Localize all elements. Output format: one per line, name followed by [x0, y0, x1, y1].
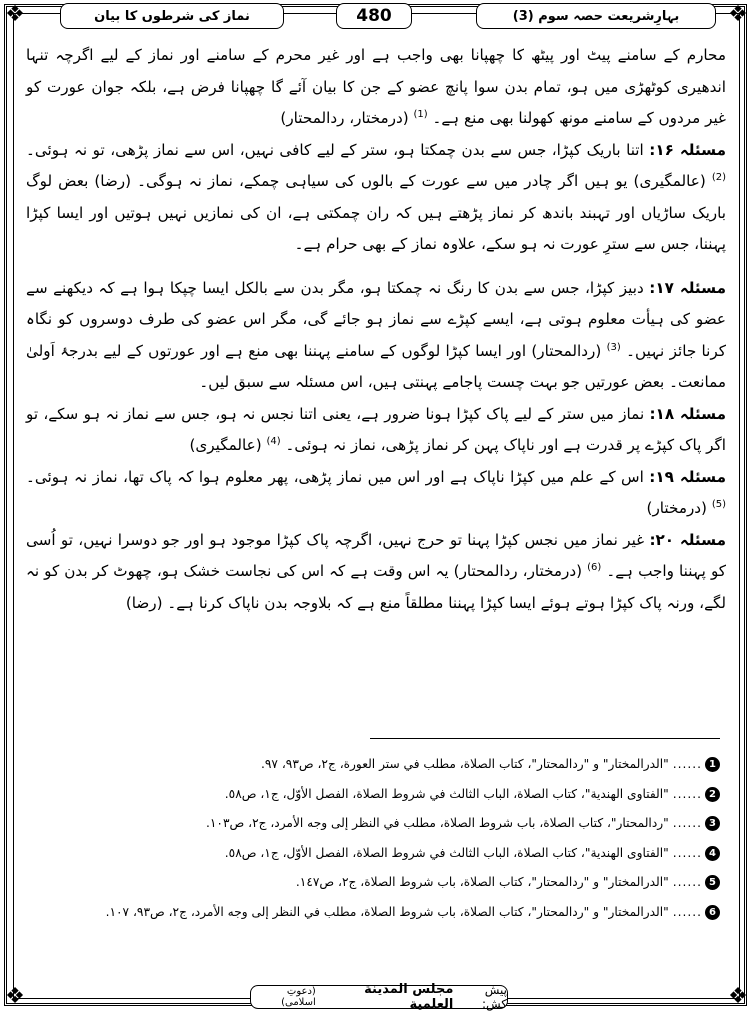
- footnote-number: 6: [705, 905, 720, 920]
- corner-ornament-icon: ❖: [5, 2, 25, 27]
- paragraph-text: محارم کے سامنے پیٹ اور پیٹھ کا چھپانا بھی واجب ہے اور غیر محرم کے سامنے اور نماز کے لیے اگرچہ تنہا اندھیری کوٹھڑی میں ہو، تمام بدن سوا پانچ عضو کے جن کا بیان آئے گا چھپانا فرض ہے، بلکہ جوان عورت کو غیر مردوں کے سامنے مونھ کھولنا بھی منع ہے۔: [26, 46, 726, 127]
- masala-text: (ردالمحتار) اور ایسا کپڑا لوگوں کے سامنے پہننا بھی منع ہے اور عورتوں کے لیے بدرجۂ اَولیٰ ممانعت۔ بعض عورتیں جو بہت چست پاجامے پہنتی ہیں، اس مسئلہ سے سبق لیں۔: [26, 341, 726, 391]
- presenter-label: پیش کش:: [481, 983, 507, 1011]
- footnote-ref[interactable]: (6): [587, 561, 602, 573]
- page-number: 480: [336, 3, 412, 29]
- footnote-number: 1: [705, 757, 720, 772]
- masala-text: اتنا باریک کپڑا، جس سے بدن چمکتا ہو، ستر کے لیے کافی نہیں، اس سے نماز پڑھی، تو نہ ہوئی۔: [26, 140, 644, 159]
- masala-text: (درمختار، ردالمحتار) یہ اس وقت ہے کہ اس کی نجاست خشک ہو، چھوٹ کر بدن کو نہ لگے، ورنہ پاک کپڑا ہوتے ہوئے ایسا کپڑا پہننا مطلقاً منع ہے کہ بلاوجہ بدن ناپاک کرنا ہے۔ (رضا): [26, 562, 726, 612]
- footnote-number: 4: [705, 846, 720, 861]
- masala-16: [26, 135, 726, 261]
- footnote-text: "الدرالمختار" و "ردالمحتار"، كتاب الصلاة، باب شروط الصلاة، مطلب في النظر إلى وجه الأمرد، ج٢، ص٩٣، ١٠٧.: [105, 904, 669, 919]
- footnote-text: "الدرالمختار" و "ردالمحتار"، كتاب الصلاة، باب شروط الصلاة، ج٢، ص١٤٧.: [295, 875, 669, 889]
- footnote-ref[interactable]: (1): [413, 108, 428, 120]
- masala-label: مسئلہ ۱۸:: [649, 404, 726, 423]
- corner-ornament-icon: ❖: [5, 984, 25, 1009]
- footnote-ref[interactable]: (2): [711, 171, 727, 183]
- footnote-leader: ......: [672, 845, 702, 860]
- footnote-text: "ردالمحتار"، كتاب الصلاة، باب شروط الصلاة، مطلب في النظر إلى وجه الأمرد، ج٢، ص١٠٣.: [206, 816, 669, 830]
- footnote-item: [60, 809, 720, 839]
- footnote-leader: ......: [672, 786, 702, 801]
- masala-18: [26, 399, 726, 462]
- footnote-leader: ......: [672, 904, 702, 919]
- book-title: بہارِشریعت حصہ سوم (3): [476, 3, 716, 29]
- publisher-footer: [250, 982, 508, 1012]
- footnote-leader: ......: [672, 757, 702, 771]
- masala-text: غیر نماز میں نجس کپڑا پہنا تو حرج نہیں، اگرچہ پاک کپڑا موجود ہو اور جو دوسرا نہیں، تو اُسی کو پہننا واجب ہے۔: [26, 530, 727, 580]
- footnote-text: "الفتاوى الهندية"، كتاب الصلاة، الباب الثالث في شروط الصلاة، الفصل الأوّل، ج١، ص٥٨.: [224, 845, 669, 860]
- footnote-number: 2: [705, 787, 720, 802]
- source-citation: (درمختار): [646, 499, 707, 517]
- footnotes: [60, 750, 720, 927]
- organization-name: مجلس المدينة العلمية: [364, 982, 454, 1012]
- source-citation: (عالمگیری): [189, 436, 262, 454]
- footnote-number: 5: [705, 875, 720, 890]
- footnote-leader: ......: [672, 816, 702, 830]
- footnote-item: [60, 868, 720, 898]
- main-text: [26, 40, 726, 619]
- organization-subtitle: (دعوتِ اسلامی): [281, 986, 316, 1008]
- masala-20: [26, 525, 726, 620]
- footnote-ref[interactable]: (4): [266, 435, 281, 447]
- footnote-item: [60, 898, 720, 928]
- masala-label: مسئلہ ۱۷:: [649, 278, 726, 297]
- footnote-ref[interactable]: (5): [711, 498, 726, 510]
- masala-text: نماز میں ستر کے لیے پاک کپڑا ہونا ضرور ہے، یعنی اتنا نجس نہ ہو، جس سے نماز نہ ہو سکے، تو اگر پاک کپڑے پر قدرت ہے اور ناپاک پہن کر نماز پڑھی، نماز نہ ہوئی۔: [26, 404, 726, 454]
- chapter-title: نماز کی شرطوں کا بیان: [60, 3, 284, 29]
- footnote-text: "الدرالمختار" و "ردالمحتار"، كتاب الصلاة، مطلب في ستر العورة، ج٢، ص٩٣، ٩٧.: [261, 757, 669, 771]
- paragraph: [26, 40, 726, 135]
- masala-label: مسئلہ ۱۶:: [649, 140, 726, 159]
- corner-ornament-icon: ❖: [728, 984, 748, 1009]
- masala-text: اس کے علم میں کپڑا ناپاک ہے اور اس میں نماز پڑھی، پھر معلوم ہوا کہ پاک تھا، نماز نہ ہوئی۔: [26, 467, 644, 486]
- masala-19: [26, 462, 726, 525]
- masala-text: (عالمگیری) یو ہیں اگر چادر میں سے عورت کے بالوں کی سیاہی چمکے، نماز نہ ہوگی۔ (رضا) بعض لوگ باریک ساڑیاں اور تہبند باندھ کر نماز پڑھتے ہیں کہ ران چمکتی ہے، ان کی نمازیں نہیں ہوتیں اور ایسا کپڑا پہننا، جس سے سترِ عورت نہ ہو سکے، علاوہ نماز کے بھی حرام ہے۔: [26, 172, 726, 253]
- footnote-ref[interactable]: (3): [606, 341, 621, 353]
- footnote-number: 3: [705, 816, 720, 831]
- footnote-text: "الفتاوى الهندية"، كتاب الصلاة، الباب الثالث في شروط الصلاة، الفصل الأوّل، ج١، ص٥٨.: [224, 786, 669, 801]
- footnote-item: [60, 750, 720, 780]
- footnote-leader: ......: [672, 875, 702, 889]
- masala-label: مسئلہ ۱۹:: [649, 467, 727, 486]
- footnote-divider: [370, 738, 720, 739]
- masala-label: مسئلہ ۲۰:: [649, 530, 726, 549]
- corner-ornament-icon: ❖: [728, 2, 748, 27]
- masala-17: [26, 273, 726, 399]
- footnote-item: [60, 839, 720, 869]
- footnote-item: [60, 780, 720, 810]
- source-citation: (درمختار، ردالمحتار): [280, 109, 409, 127]
- masala-text: دبیز کپڑا، جس سے بدن کا رنگ نہ چمکتا ہو، مگر بدن سے بالکل ایسا چپکا ہوا ہے کہ دیکھنے سے عضو کی ہیأت معلوم ہوتی ہے، ایسے کپڑے سے نماز ہو جائے گی، مگر اس عضو کی طرف دوسروں کو نگاہ کرنا جائز نہیں۔: [26, 278, 726, 360]
